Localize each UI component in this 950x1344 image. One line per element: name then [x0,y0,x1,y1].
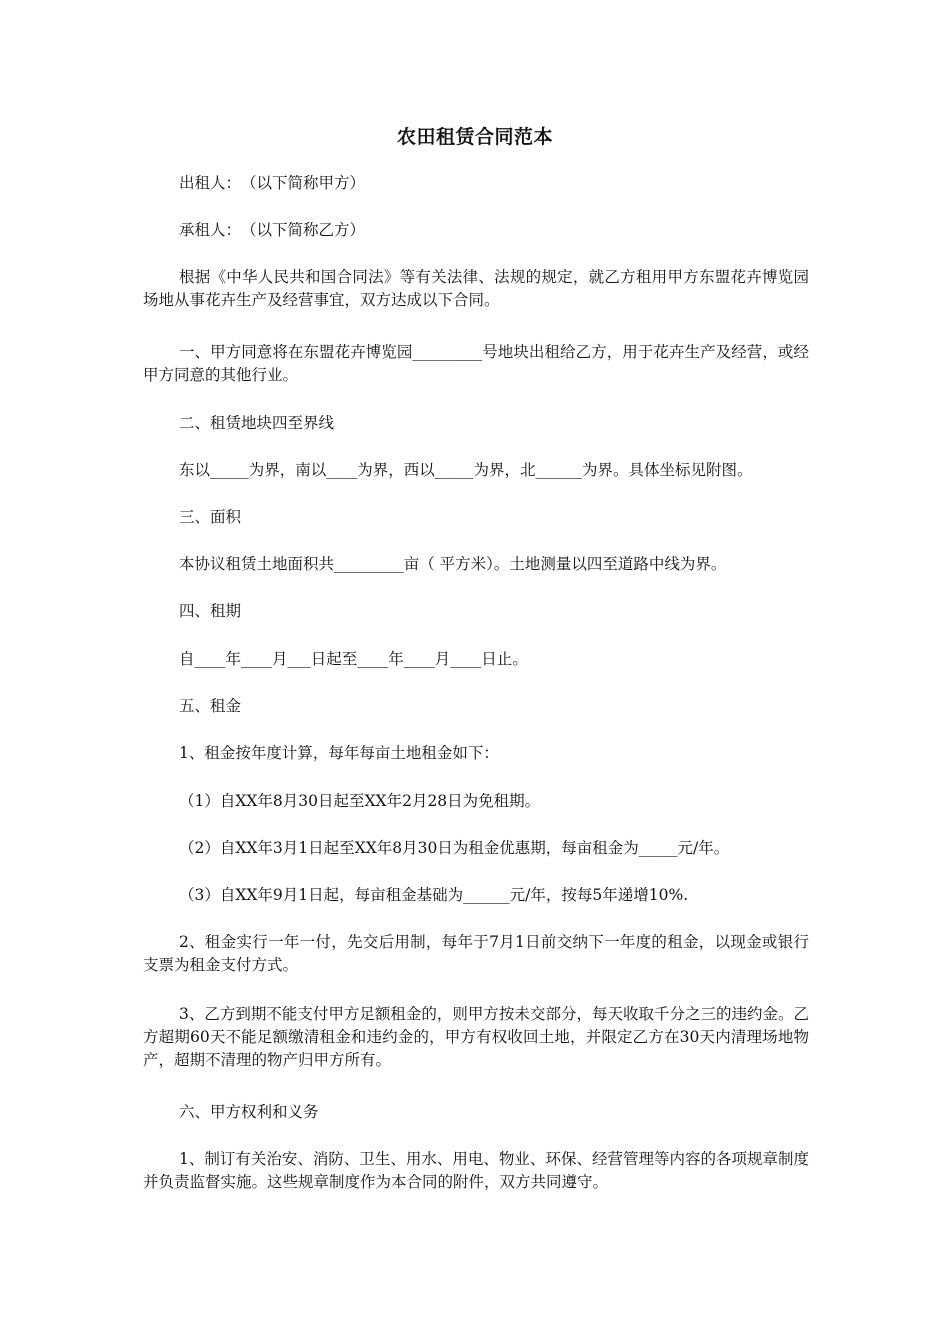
rent-item-1: 1、租金按年度计算，每年每亩土地租金如下： [179,744,499,762]
section-5-heading: 五、租金 [179,697,242,715]
section-6-heading: 六、甲方权利和义务 [179,1103,319,1121]
section-3-heading: 三、面积 [179,508,242,526]
boundary-paragraph: 东以_____为界，南以____为界，西以_____为界，北______为界。具体坐标见附图。 [179,461,753,479]
preamble-paragraph: 根据《中华人民共和国合同法》等有关法律、法规的规定，就乙方租用甲方东盟花卉博览园场地从事花卉生产及经营事宜，双方达成以下合同。 [143,268,809,309]
rent-subitem-2: （2）自XX年3月1日起至XX年8月30日为租金优惠期，每亩租金为_____元/年。 [179,839,730,857]
section-4-heading: 四、租期 [179,602,242,620]
area-paragraph: 本协议租赁土地面积共_________亩（ 平方米）。土地测量以四至道路中线为界。 [179,555,727,573]
rent-subitem-1: （1）自XX年8月30日起至XX年2月28日为免租期。 [179,792,541,810]
lessor-line: 出租人： （以下简称甲方） [179,174,366,192]
rent-item-3: 3、乙方到期不能支付甲方足额租金的，则甲方按未交部分，每天收取千分之三的违约金。乙方超期60天不能足额缴清租金和违约金的，甲方有权收回土地，并限定乙方在30天内清理场地物产，超期不清理的物产归甲方所有。 [143,1005,809,1069]
lessee-line: 承租人： （以下简称乙方） [179,221,366,239]
clause-1-paragraph: 一、甲方同意将在东盟花卉博览园_________号地块出租给乙方，用于花卉生产及经营，或经甲方同意的其他行业。 [143,343,809,384]
rent-subitem-3: （3）自XX年9月1日起，每亩租金基础为______元/年，按每5年递增10%. [179,886,689,904]
section-2-heading: 二、租赁地块四至界线 [179,414,335,432]
term-paragraph: 自____年____月___日起至____年____月____日止。 [179,650,528,668]
lessor-duty-1: 1、制订有关治安、消防、卫生、用水、用电、物业、环保、经营管理等内容的各项规章制度并负责监督实施。这些规章制度作为本合同的附件，双方共同遵守。 [143,1150,809,1191]
rent-item-2: 2、租金实行一年一付，先交后用制，每年于7月1日前交纳下一年度的租金，以现金或银行支票为租金支付方式。 [143,933,809,974]
document-title: 农田租赁合同范本 [396,126,553,148]
